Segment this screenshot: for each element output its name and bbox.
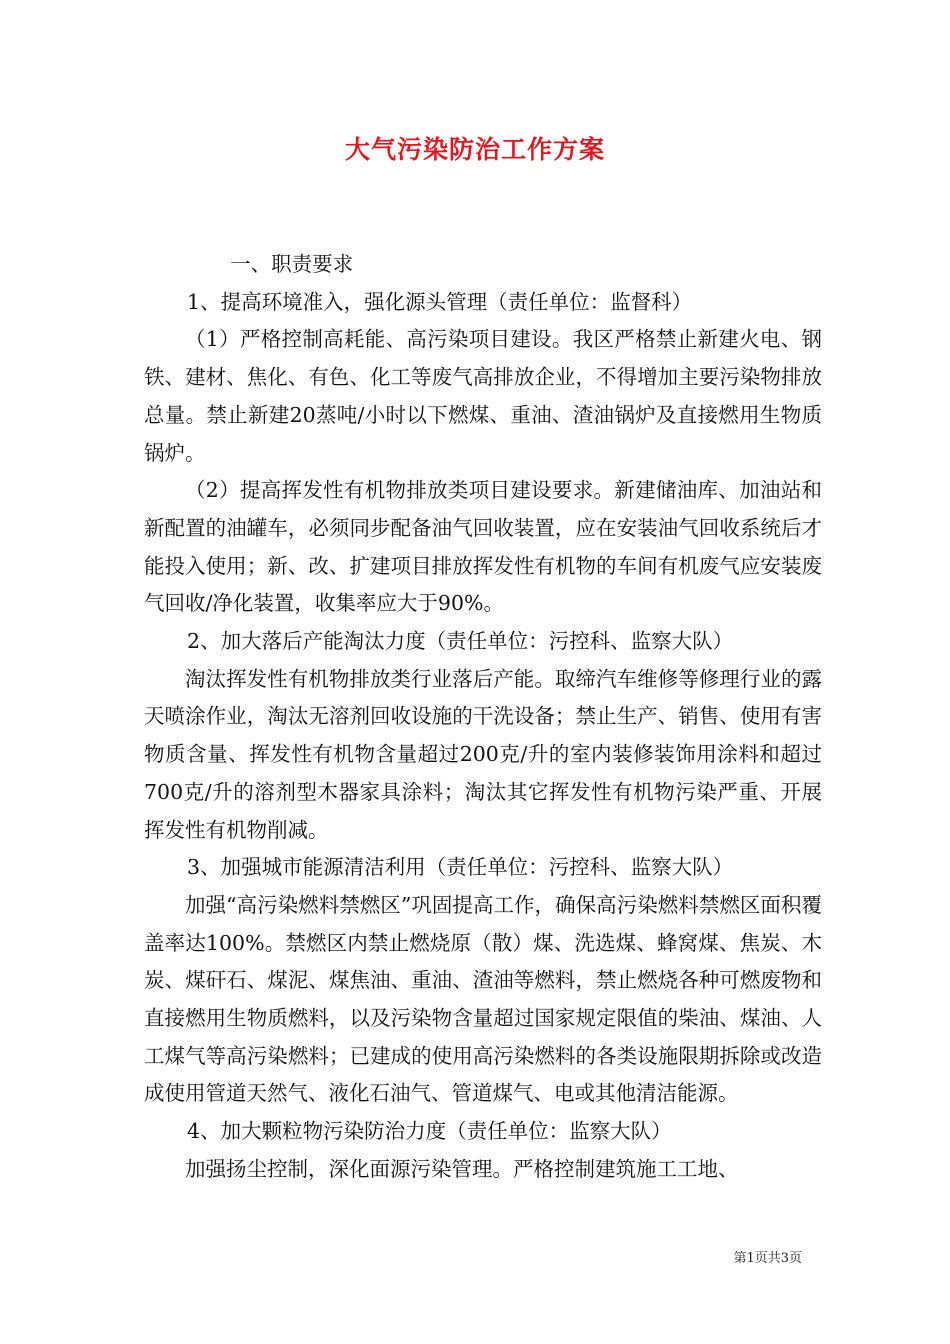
- section-heading-2: 2、加大落后产能淘汰力度（责任单位：污控科、监察大队）: [187, 629, 734, 654]
- paragraph-1-1: （1）严格控制高耗能、高污染项目建设。我区严格禁止新建火电、钢铁、建材、焦化、有色、化工等废气高排放企业，不得增加主要污染物排放总量。禁止新建20蒸吨/小时以下燃煤、重油、渣油锅炉及直接燃用生物质锅炉。: [144, 327, 822, 465]
- page-number: 第1页共3页: [733, 1251, 802, 1266]
- paragraph-2: 淘汰挥发性有机物排放类行业落后产能。取缔汽车维修等修理行业的露天喷涂作业，淘汰无溶剂回收设施的干洗设备；禁止生产、销售、使用有害物质含量、挥发性有机物含量超过200克/升的室内装修装饰用涂料和超过700克/升的溶剂型木器家具涂料；淘汰其它挥发性有机物污染严重、开展挥发性有机物削减。: [144, 666, 822, 842]
- page-title: 大气污染防治工作方案: [344, 135, 605, 164]
- section-heading-4: 4、加大颗粒物污染防治力度（责任单位：监察大队）: [187, 1119, 672, 1144]
- paragraph-1-2: （2）提高挥发性有机物排放类项目建设要求。新建储油库、加油站和新配置的油罐车，必须同步配备油气回收装置，应在安装油气回收系统后才能投入使用；新、改、扩建项目排放挥发性有机物的车间有机废气应安装废气回收/净化装置，收集率应大于90%。: [144, 478, 822, 616]
- section-heading-1: 1、提高环境准入，强化源头管理（责任单位：监督科）: [187, 289, 693, 314]
- paragraph-4: 加强扬尘控制，深化面源污染管理。严格控制建筑施工工地、: [185, 1156, 739, 1181]
- document-body: [144, 246, 822, 1189]
- section-heading-3: 3、加强城市能源清洁利用（责任单位：污控科、监察大队）: [187, 855, 734, 880]
- paragraph-3: 加强“高污染燃料禁燃区”巩固提高工作，确保高污染燃料禁燃区面积覆盖率达100%。禁燃区内禁止燃烧原（散）煤、洗选煤、蜂窝煤、焦炭、木炭、煤矸石、煤泥、煤焦油、重油、渣油等燃料，禁止燃烧各种可燃废物和直接燃用生物质燃料，以及污染物含量超过国家规定限值的柴油、煤油、人工煤气等高污染燃料；已建成的使用高污染燃料的各类设施限期拆除或改造成使用管道天然气、液化石油气、管道煤气、电或其他清洁能源。: [144, 892, 822, 1106]
- heading-duties: 一、职责要求: [230, 252, 354, 276]
